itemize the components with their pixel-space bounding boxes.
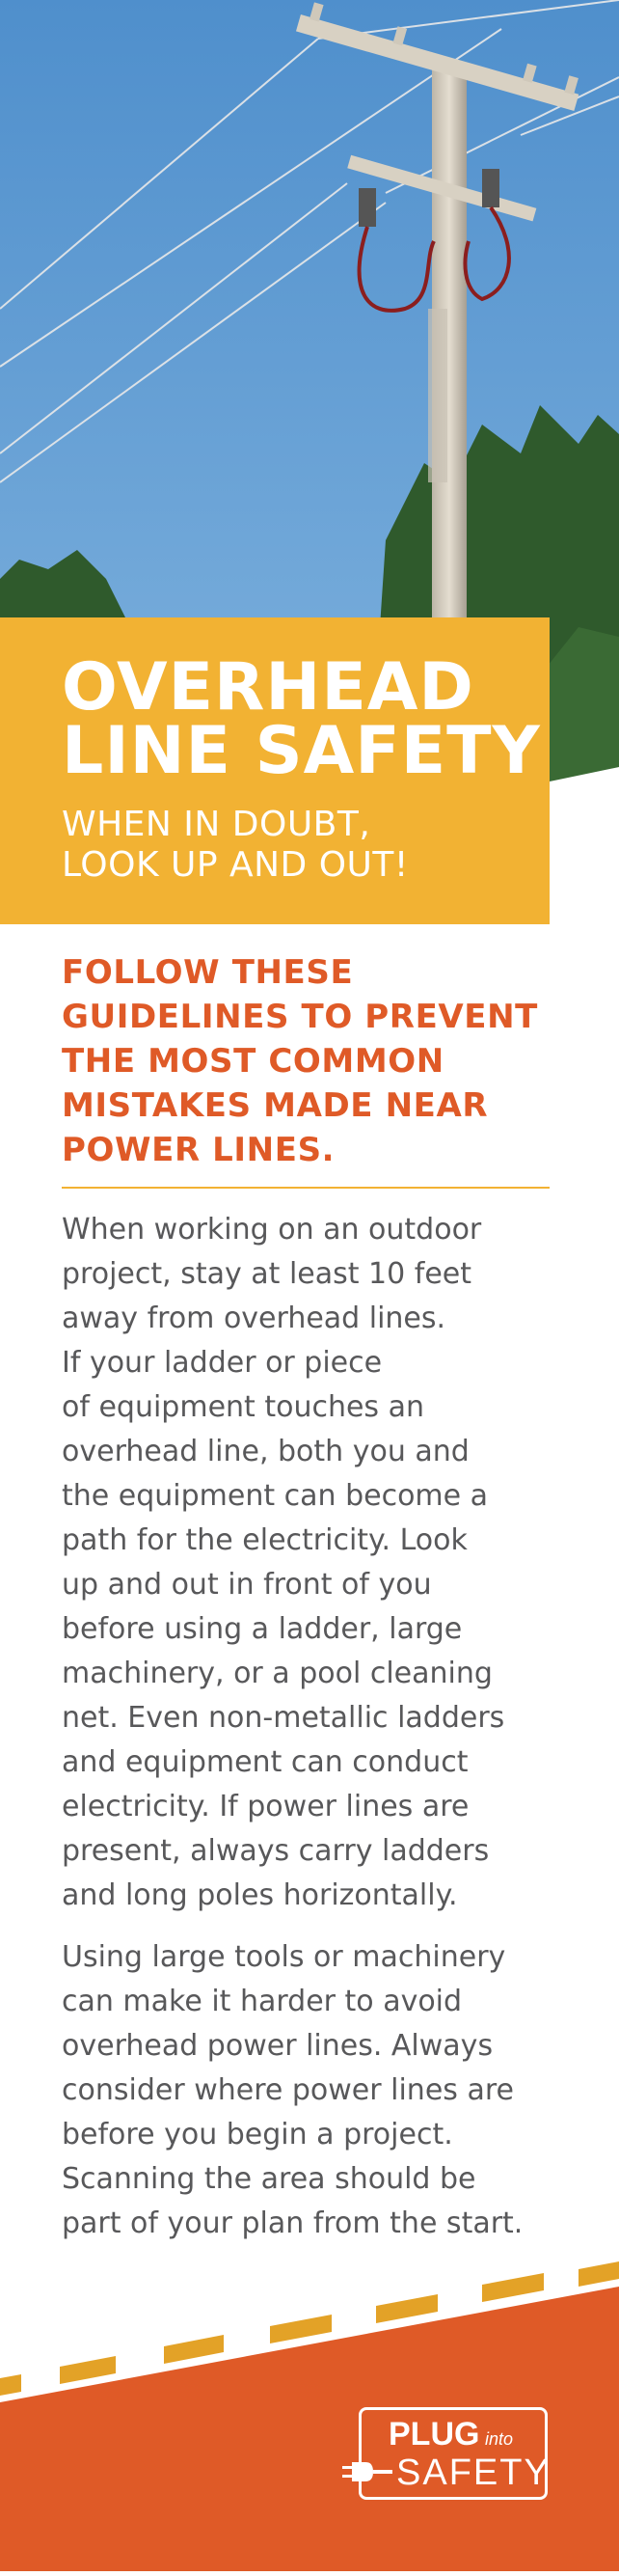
- title-banner: [0, 617, 550, 924]
- page-subtitle: WHEN IN DOUBT, LOOK UP AND OUT!: [62, 805, 409, 885]
- guidelines-heading: FOLLOW THESE GUIDELINES TO PREVENT THE MOST COMMON MISTAKES MADE NEAR POWER LINES.: [62, 953, 538, 1169]
- body-text: [62, 1208, 563, 2263]
- logo-plug-text: PLUG: [389, 2416, 480, 2453]
- divider: [62, 1187, 550, 1189]
- page-title: OVERHEAD LINE SAFETY: [62, 649, 541, 789]
- body-paragraph-1: When working on an outdoor project, stay at least 10 feet away from overhead lines. If your ladder or piece of equipment touches an overhead line, both you and the equipment can become a path for the electricity. Look up and out in front of you before using a ladder, large machinery, or a pool cleaning net. Even non-metallic ladders and equipment can conduct electricity. If power lines are present, always carry ladders and long poles horizontally.: [62, 1213, 505, 1912]
- body-paragraph-2: Using large tools or machinery can make it harder to avoid overhead power lines. Always consider where power lines are before you begin a project. Scanning the area should be part of your plan from the start.: [62, 1940, 524, 2240]
- plug-into-safety-logo: [359, 2407, 551, 2500]
- plug-icon: [342, 2460, 392, 2483]
- logo-into-text: into: [485, 2429, 514, 2449]
- logo-safety-text: SAFETY: [396, 2453, 551, 2493]
